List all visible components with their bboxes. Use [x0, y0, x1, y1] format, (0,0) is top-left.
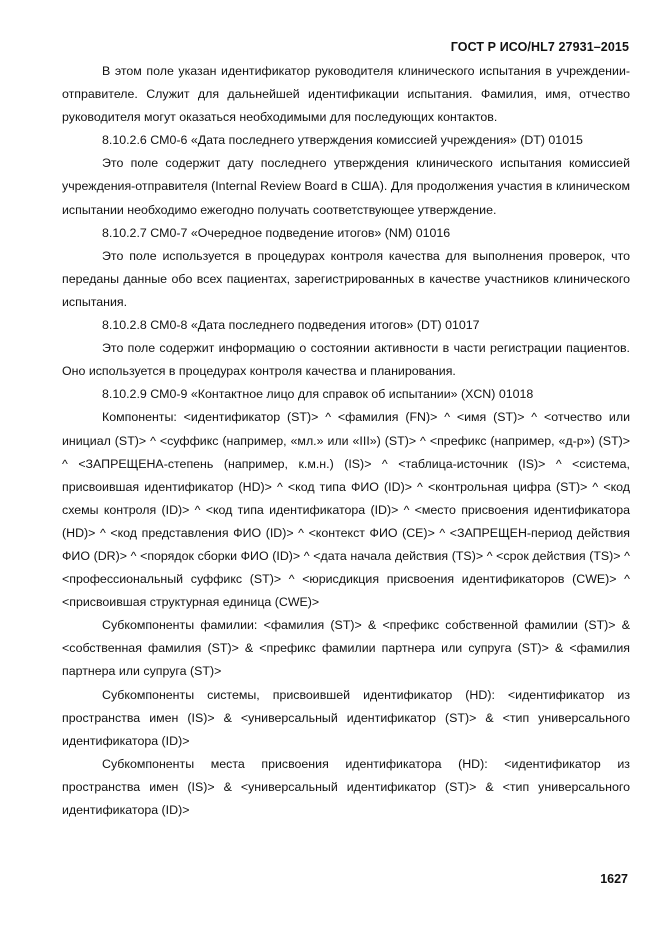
document-body: [62, 60, 630, 822]
document-header: ГОСТ Р ИСО/HL7 27931–2015: [450, 40, 629, 54]
paragraph-2: Это поле содержит дату последнего утверждения клинического испытания комиссией учреждения-отправителя (Internal Review Board в США). Для продолжения участия в клиническом испытании необходимо ежегодно получать соответствующее утверждение.: [62, 156, 630, 217]
paragraph-1: В этом поле указан идентификатор руководителя клинического испытания в учреждении-отправителе. Служит для дальнейшей идентификации испытания. Фамилия, имя, отчество руководителя могут оказаться необходимыми для последующих контактов.: [62, 64, 630, 125]
section-heading-8-10-2-9: 8.10.2.9 CM0-9 «Контактное лицо для справок об испытании» (XCN) 01018: [102, 387, 534, 402]
components-paragraph: Компоненты: <идентификатор (ST)> ^ <фамилия (FN)> ^ <имя (ST)> ^ <отчество или инициал (ST)> ^ <суффикс (например, «мл.» или «III») (ST)> ^ <префикс (например, «д-р») (ST)> ^ <ЗАПРЕЩЕНА-степень (например, к.м.н.) (IS)> ^ <таблица-источник (IS)> ^ <система, присвоившая идентификатор (HD)> ^ <код типа ФИО (ID)> ^ <контрольная цифра (ST)> ^ <код схемы контроля (ID)> ^ <код типа идентификатора (ID)> ^ <место присвоения идентификатора (HD)> ^ <код представления ФИО (ID)> ^ <контекст ФИО (CE)> ^ <ЗАПРЕЩЕН-период действия ФИО (DR)> ^ <порядок сборки ФИО (ID)> ^ <дата начала действия (TS)> ^ <срок действия (TS)> ^ <профессиональный суффикс (ST)> ^ <юрисдикция присвоения идентификаторов (CWE)> ^ <присвоившая структурная единица (CWE)>: [62, 410, 630, 610]
section-heading-8-10-2-6: 8.10.2.6 CM0-6 «Дата последнего утверждения комиссией учреждения» (DT) 01015: [102, 133, 583, 148]
assigning-facility-subcomponents-paragraph: Субкомпоненты места присвоения идентификатора (HD): <идентификатор из пространства имен (IS)> & <универсальный идентификатор (ST)> & <тип универсального идентификатора (ID)>: [62, 756, 630, 817]
section-heading-8-10-2-7: 8.10.2.7 CM0-7 «Очередное подведение итогов» (NM) 01016: [102, 225, 451, 240]
surname-subcomponents-paragraph: Субкомпоненты фамилии: <фамилия (ST)> & <префикс собственной фамилии (ST)> & <собственная фамилия (ST)> & <префикс фамилии партнера или супруга (ST)> & <фамилия партнера или супруга (ST)>: [62, 618, 630, 679]
section-heading-8-10-2-8: 8.10.2.8 CM0-8 «Дата последнего подведения итогов» (DT) 01017: [102, 318, 480, 333]
assigning-system-subcomponents-paragraph: Субкомпоненты системы, присвоившей идентификатор (HD): <идентификатор из пространства имен (IS)> & <универсальный идентификатор (ST)> & <тип универсального идентификатора (ID)>: [62, 687, 630, 748]
paragraph-4: Это поле содержит информацию о состоянии активности в части регистрации пациентов. Оно используется в процедурах контроля качества и планирования.: [62, 341, 630, 379]
page-number: 1627: [600, 872, 628, 886]
paragraph-3: Это поле используется в процедурах контроля качества для выполнения проверок, что переданы данные обо всех пациентах, зарегистрированных в качестве участников клинического испытания.: [62, 248, 630, 309]
